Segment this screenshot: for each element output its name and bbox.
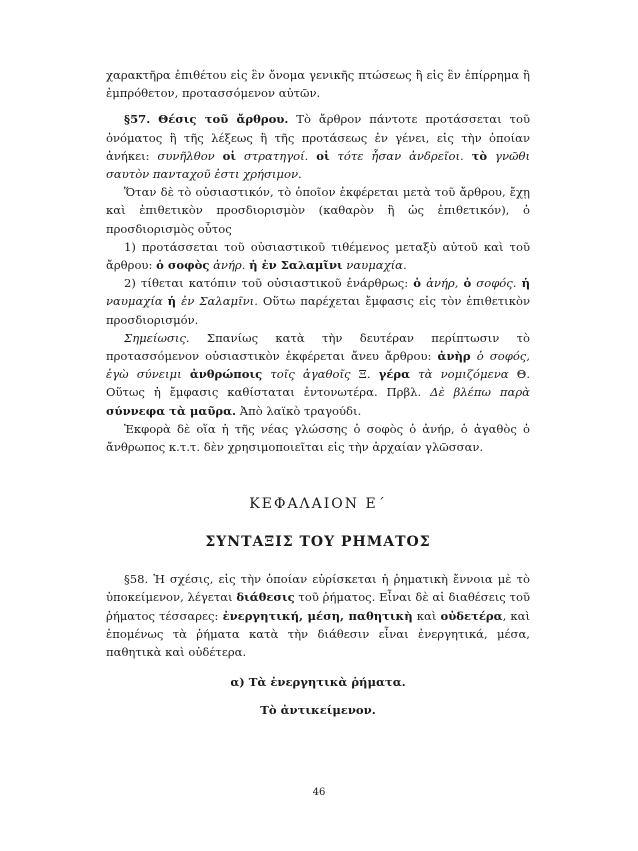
section-57 — [106, 110, 530, 183]
paragraph-continuation: χαρακτῆρα ἐπιθέτου εἰς ἓν ὄνομα γενικῆς πτώσεως ἢ εἰς ἓν ἐπίρρημα ἢ ἐμπρόθετον, προτασσόμενον αὐτῶν. — [106, 68, 530, 101]
example-bold: σύννεφα τὰ μαῦρα. — [106, 403, 237, 418]
paragraph-modern: Ἐκφορὰ δὲ οἵα ἡ τῆς νέας γλώσσης ὁ σοφὸς ὁ ἀνήρ, ὁ ἀγαθὸς ὁ ἄνθρωπος κ.τ.τ. δὲν χρησιμοποιεῖται εἰς τὴν ἀρχαίαν γλῶσσαν. — [106, 421, 530, 455]
paragraph-note — [106, 329, 530, 420]
example-text: τοῖς ἀγαθοῖς — [262, 367, 351, 382]
example-bold: ἡ ἐν Σαλαμῖνι — [249, 258, 343, 273]
paragraph-attributive: Ὅταν δὲ τὸ οὐσιαστικόν, τὸ ὁποῖον ἐκφέρεται μετὰ τοῦ ἄρθρου, ἔχῃ καὶ ἐπιθετικὸν προσδιορισμὸν (καθαρὸν ἢ ὡς ἐπιθετικόν), ὁ προσδιορισμὸς οὗτος — [106, 185, 530, 236]
section-heading: Θέσις τοῦ ἄρθρου. — [158, 112, 289, 127]
example-article: οἱ — [316, 148, 330, 163]
text-run: , καὶ ἑπομένως τὰ ῥήματα κατὰ τὴν διάθεσιν εἶναι ἐνεργητικά, μέσα, παθητικὰ καὶ οὐδέτερα. — [106, 608, 530, 660]
example-text: τότε ἦσαν ἀνδρεῖοι. — [329, 148, 472, 163]
example-bold: ἀνθρώποις — [189, 367, 263, 382]
term-bold: οὐδετέρα — [440, 608, 503, 623]
page-number: 46 — [312, 787, 326, 798]
example-text: στρατηγοί. — [235, 148, 317, 163]
example-article: τὸ — [471, 148, 488, 163]
example-bold: ὁ σοφὸς — [156, 258, 210, 273]
term-bold: ἐνεργητική, μέση, παθητικὴ — [222, 608, 413, 623]
text-run: 1) προτάσσεται τοῦ οὐσιαστικοῦ τιθέμενος μεταξὺ αὐτοῦ καὶ τοῦ ἄρθρου: — [106, 239, 530, 273]
text-run: Σπανίως κατὰ τὴν δευτέραν περίπτωσιν τὸ προτασσόμενον οὐσιαστικὸν ἐκφέρεται ἄνευ ἄρθρου: — [106, 330, 530, 364]
example-text: ὁ σοφός, ἐγὼ σύνειμι — [106, 349, 530, 382]
text-run: 2) τίθεται κατόπιν τοῦ οὐσιαστικοῦ ἐνάρθρως: — [124, 276, 414, 291]
example-text: ἀνήρ. — [209, 258, 250, 273]
text-run: Ἀπὸ λαϊκὸ τραγούδι. — [236, 403, 362, 418]
text-run: Ξ. — [350, 367, 379, 382]
example-text: ναυμαχία. — [342, 258, 407, 273]
example-text: συνῆλθον — [157, 148, 215, 163]
example-text: ναυμαχία — [106, 294, 168, 309]
text-run: Οὕτω παρέχεται ἔμφασις εἰς τὸν ἐπιθετικὸν προσδιορισμόν. — [106, 294, 530, 327]
section-number: §57. — [124, 112, 151, 127]
example-text: τὰ νομιζόμενα — [410, 367, 509, 382]
note-label: Σημείωσις. — [124, 330, 190, 345]
paragraph-rule-2 — [106, 274, 530, 329]
chapter-label: ΚΕΦΑΛΑΙΟΝ Ε΄ — [249, 496, 387, 513]
example-text: γνῶθι σαυτὸν πανταχοῦ ἐστι χρήσιμον. — [106, 148, 530, 182]
section-number: §58. — [124, 572, 149, 587]
section-58 — [106, 570, 530, 661]
page-body — [106, 66, 530, 717]
subheading-object: Τὸ ἀντικείμενον. — [260, 703, 376, 718]
example-bold: ἀνὴρ — [437, 349, 471, 364]
example-bold: ὁ — [463, 276, 472, 291]
term-bold: διάθεσις — [236, 590, 295, 605]
paragraph-rule-1 — [106, 238, 530, 274]
text-run: τοῦ ῥήματος. Εἶναι δὲ αἱ διαθέσεις τοῦ ῥήματος τέσσαρες: — [106, 590, 530, 623]
example-text: Δὲ βλέπω παρὰ — [430, 385, 530, 400]
example-bold: ὁ — [413, 276, 421, 291]
example-bold: ἡ — [521, 276, 530, 291]
example-bold: γέρα — [378, 367, 411, 382]
subheading-active-verbs: α) Τὰ ἐνεργητικὰ ῥήματα. — [230, 675, 406, 690]
example-text: ἐν Σαλαμῖνι. — [176, 294, 258, 309]
text-run: Ἡ σχέσις, εἰς τὴν ὁποίαν εὑρίσκεται ἡ ῥηματικὴ ἔννοια μὲ τὸ ὑποκείμενον, λέγεται — [106, 572, 530, 605]
example-text: σοφός. — [471, 276, 522, 291]
example-text: ἀνήρ, — [421, 276, 464, 291]
text-run: Τὸ ἄρθρον πάντοτε προτάσσεται τοῦ ὀνόματος ἢ τῆς λέξεως ἢ τῆς προτάσεως ἐν γένει, εἰς τὴν ὁποίαν ἀνήκει: — [106, 112, 530, 163]
text-run: καὶ — [412, 608, 441, 623]
example-article: οἱ — [222, 148, 236, 163]
text-run: Θ. Οὕτως ἡ ἔμφασις καθίσταται ἐντονωτέρα. Πρβλ. — [106, 367, 530, 400]
example-bold: ἡ — [167, 294, 177, 309]
chapter-title: ΣΥΝΤΑΞΙΣ ΤΟΥ ΡΗΜΑΤΟΣ — [205, 534, 431, 551]
